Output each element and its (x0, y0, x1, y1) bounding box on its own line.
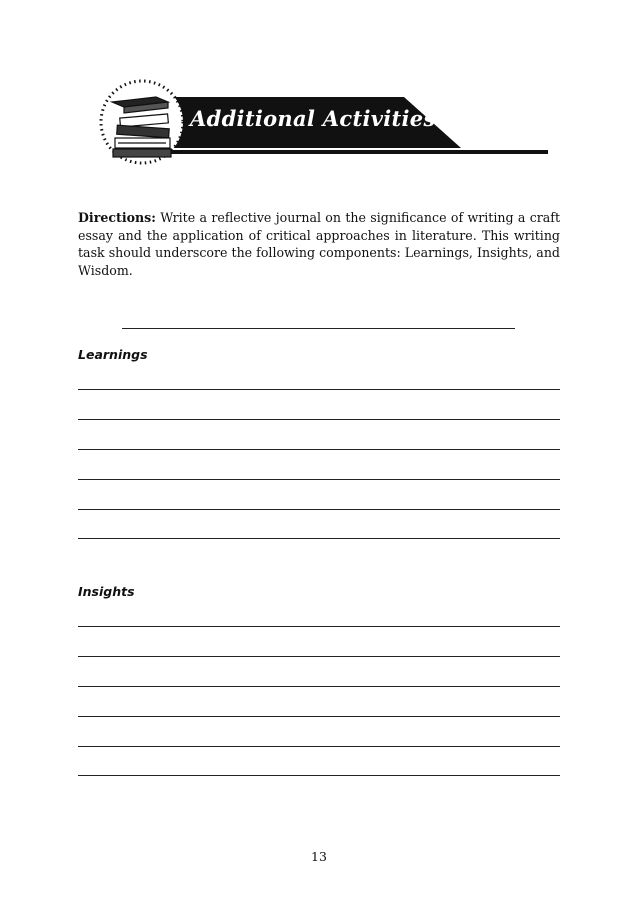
learnings-line[interactable] (78, 538, 560, 539)
insights-line[interactable] (78, 746, 560, 747)
insights-line[interactable] (78, 626, 560, 627)
directions-paragraph (78, 209, 560, 279)
banner-underline (138, 150, 548, 154)
journal-title-line[interactable] (122, 328, 515, 329)
learnings-line[interactable] (78, 449, 560, 450)
page-number: 13 (311, 849, 327, 864)
learnings-line[interactable] (78, 389, 560, 390)
insights-line[interactable] (78, 775, 560, 776)
insights-line[interactable] (78, 716, 560, 717)
learnings-label: Learnings (78, 347, 148, 362)
header-title: Additional Activities (190, 106, 436, 131)
learnings-line[interactable] (78, 509, 560, 510)
directions-text: Write a reflective journal on the significance of writing a craft essay and the application of critical approaches in literature. This writing task should underscore the following components: Learnings, Insights, and Wisdom. (78, 210, 560, 278)
insights-label: Insights (78, 584, 135, 599)
learnings-line[interactable] (78, 479, 560, 480)
learnings-line[interactable] (78, 419, 560, 420)
directions-label: Directions: (78, 210, 156, 225)
insights-line[interactable] (78, 656, 560, 657)
additional-activities-header (98, 78, 554, 166)
insights-line[interactable] (78, 686, 560, 687)
